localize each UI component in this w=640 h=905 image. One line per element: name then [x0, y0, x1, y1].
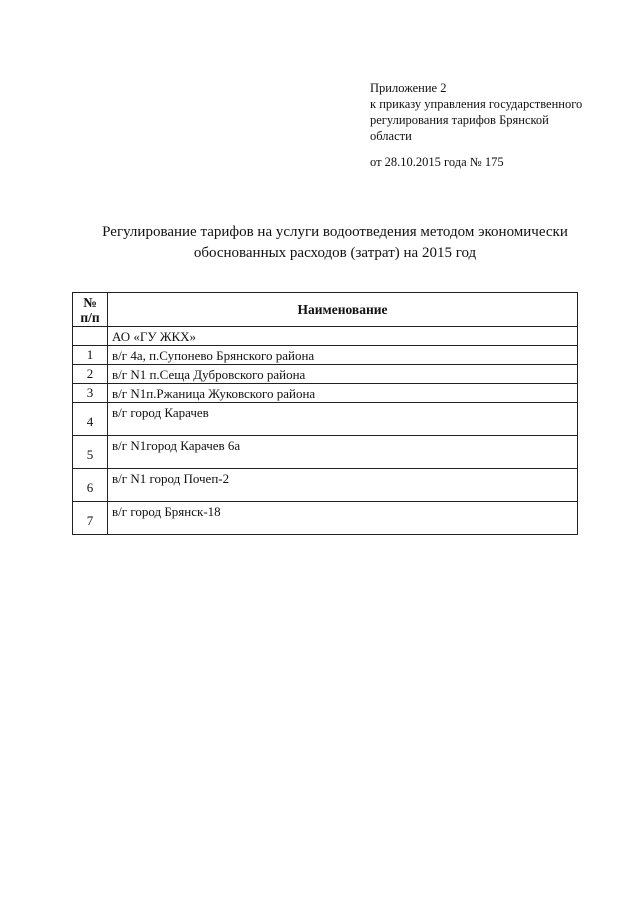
group-label: АО «ГУ ЖКХ» [108, 327, 578, 346]
group-number-cell [73, 327, 108, 346]
table-row [73, 436, 578, 469]
row-number: 6 [73, 469, 108, 502]
table-header-row [73, 293, 578, 327]
row-number: 4 [73, 403, 108, 436]
title-line-1: Регулирование тарифов на услуги водоотведения методом экономически [102, 224, 568, 240]
appendix-line: области [370, 129, 412, 143]
table-row [73, 403, 578, 436]
row-number: 2 [73, 365, 108, 384]
row-name: в/г N1 город Почеп-2 [108, 469, 578, 502]
table-row [73, 346, 578, 365]
row-name: в/г N1город Карачев 6а [108, 436, 578, 469]
header-name: Наименование [108, 293, 578, 327]
row-number: 5 [73, 436, 108, 469]
row-name: в/г город Брянск-18 [108, 502, 578, 535]
title-line-2: обоснованных расходов (затрат) на 2015 год [193, 245, 477, 261]
row-number: 7 [73, 502, 108, 535]
header-number-line1: № [83, 294, 97, 310]
appendix-date: от 28.10.2015 года № 175 [370, 155, 504, 169]
table-row [73, 365, 578, 384]
appendix-line: регулирования тарифов Брянской [370, 113, 549, 127]
row-name: в/г N1 п.Сеща Дубровского района [108, 365, 578, 384]
appendix-line: к приказу управления государственного [370, 97, 583, 111]
table-row [73, 502, 578, 535]
row-name: в/г N1п.Ржаница Жуковского района [108, 384, 578, 403]
row-name: в/г город Карачев [108, 403, 578, 436]
document-title [72, 222, 598, 264]
table-row [73, 469, 578, 502]
header-number-line2: п/п [80, 309, 100, 325]
appendix-line: Приложение 2 [370, 81, 447, 95]
table-row [73, 384, 578, 403]
table-group-row [73, 327, 578, 346]
row-number: 3 [73, 384, 108, 403]
row-number: 1 [73, 346, 108, 365]
tariff-table [72, 292, 578, 535]
appendix-block [370, 80, 610, 170]
header-number [73, 293, 108, 327]
row-name: в/г 4а, п.Супонево Брянского района [108, 346, 578, 365]
